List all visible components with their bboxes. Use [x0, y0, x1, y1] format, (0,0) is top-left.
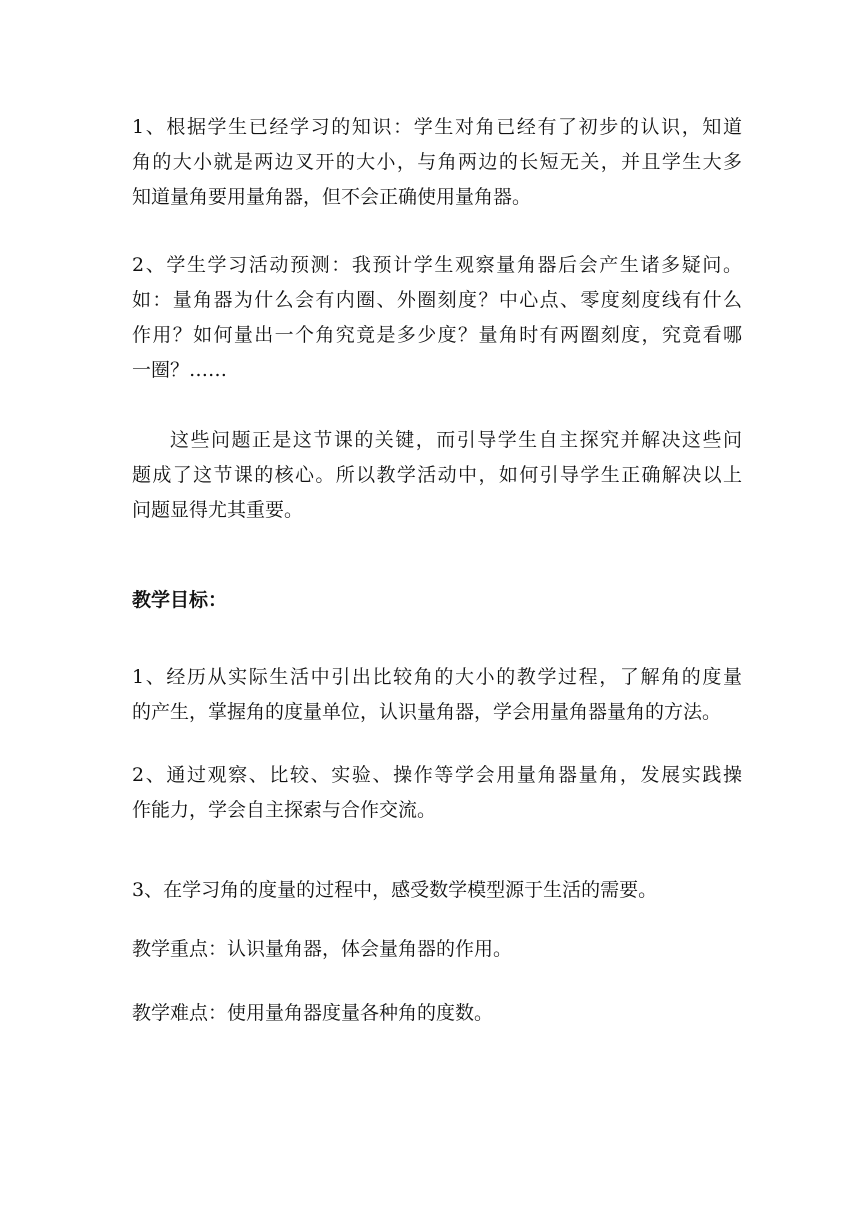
key-point: 教学重点：认识量角器，体会量角器的作用。 — [132, 938, 513, 960]
difficult-point: 教学难点：使用量角器度量各种角的度数。 — [132, 1002, 494, 1024]
background-paragraph-1 — [132, 110, 742, 215]
text-line: 这些问题正是这节课的关键，而引导学生自主探究并解决这些问 — [170, 429, 742, 451]
objective-3: 3、在学习角的度量的过程中，感受数学模型源于生活的需要。 — [132, 879, 658, 901]
objective-1 — [132, 660, 742, 730]
text-line: 作能力，学会自主探索与合作交流。 — [132, 799, 437, 821]
text-line: 2、通过观察、比较、实验、操作等学会用量角器量角，发展实践操 — [132, 764, 742, 786]
text-line: 1、根据学生已经学习的知识：学生对角已经有了初步的认识，知道 — [132, 116, 742, 138]
text-line: 如：量角器为什么会有内圈、外圈刻度？中心点、零度刻度线有什么 — [132, 289, 742, 311]
text-line: 角的大小就是两边叉开的大小，与角两边的长短无关，并且学生大多 — [132, 151, 742, 173]
text-line: 2、学生学习活动预测：我预计学生观察量角器后会产生诸多疑问。 — [132, 254, 742, 276]
text-line: 的产生，掌握角的度量单位，认识量角器，学会用量角器量角的方法。 — [132, 701, 722, 723]
text-line: 知道量角要用量角器，但不会正确使用量角器。 — [132, 186, 532, 208]
text-line: 一圈？…… — [132, 359, 228, 381]
objectives-heading: 教学目标： — [132, 589, 228, 611]
objective-2 — [132, 758, 742, 828]
text-line: 题成了这节课的核心。所以教学活动中，如何引导学生正确解决以上 — [132, 464, 742, 486]
text-line: 作用？如何量出一个角究竟是多少度？量角时有两圈刻度，究竟看哪 — [132, 324, 742, 346]
text-line: 1、经历从实际生活中引出比较角的大小的教学过程，了解角的度量 — [132, 666, 742, 688]
background-paragraph-3 — [132, 423, 742, 528]
background-paragraph-2 — [132, 248, 742, 388]
text-line: 问题显得尤其重要。 — [132, 499, 304, 521]
